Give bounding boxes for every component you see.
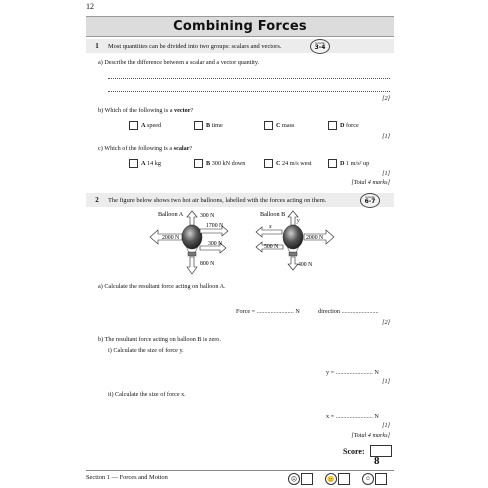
happy-face-icon: ☺	[362, 473, 374, 485]
checkbox[interactable]	[328, 159, 337, 168]
svg-text:y: y	[297, 218, 300, 224]
balloons-diagram	[140, 206, 340, 278]
q1c-option-a[interactable]: A 14 kg	[129, 159, 161, 168]
q2bii-text: ii) Calculate the size of force x.	[108, 391, 186, 398]
answer-line[interactable]	[108, 91, 390, 92]
self-assess-box-low[interactable]	[301, 473, 313, 485]
checkbox[interactable]	[194, 121, 203, 130]
q2bii-marks: [1]	[382, 422, 390, 429]
svg-text:x: x	[269, 224, 272, 230]
svg-text:2000 N: 2000 N	[306, 235, 324, 241]
checkbox[interactable]	[129, 121, 138, 130]
q2a-force-answer[interactable]: Force = ........................ N	[236, 308, 300, 315]
checkbox[interactable]	[264, 159, 273, 168]
svg-text:Balloon A: Balloon A	[158, 211, 184, 218]
footer-divider	[86, 470, 394, 471]
page-title: Combining Forces	[173, 19, 307, 34]
q2b-text: b) The resultant force acting on balloon B is zero.	[98, 336, 221, 343]
svg-text:400 N: 400 N	[298, 262, 313, 268]
sad-face-icon: ☹	[288, 473, 300, 485]
svg-text:Balloon B: Balloon B	[260, 211, 286, 218]
q2bi-marks: [1]	[382, 378, 390, 385]
q2-total-marks: [Total 4 marks]	[351, 432, 390, 439]
q1c-text: c) Which of the following is a scalar?	[98, 145, 193, 152]
grade-badge-q2: Grade 6-7	[360, 193, 380, 208]
neutral-face-icon: 😐	[325, 473, 337, 485]
checkbox[interactable]	[129, 159, 138, 168]
q1c-option-d[interactable]: D 1 m/s² up	[328, 159, 369, 168]
score-total: 8	[374, 455, 380, 467]
page-number: 12	[86, 2, 94, 11]
self-assess-box-mid[interactable]	[338, 473, 350, 485]
q1b-option-d[interactable]: D force	[328, 121, 359, 130]
question-2-text: The figure below shows two hot air balloons, labelled with the forces acting on them.	[108, 196, 327, 204]
q1c-option-c[interactable]: C 24 m/s west	[264, 159, 312, 168]
q1a-marks: [2]	[382, 95, 390, 102]
question-1-text: Most quantities can be divided into two groups: scalars and vectors.	[108, 42, 282, 50]
question-2-band	[86, 193, 394, 207]
svg-text:800 N: 800 N	[200, 261, 215, 267]
svg-text:1700 N: 1700 N	[206, 223, 224, 229]
checkbox[interactable]	[328, 121, 337, 130]
q1b-option-c[interactable]: C mass	[264, 121, 294, 130]
svg-text:500 N: 500 N	[264, 244, 279, 250]
svg-text:2000 N: 2000 N	[162, 235, 180, 241]
title-bar	[86, 16, 394, 37]
q2a-text: a) Calculate the resultant force acting on balloon A.	[98, 283, 226, 290]
q2a-marks: [2]	[382, 319, 390, 326]
balloon-b	[256, 211, 334, 270]
q1a-text: a) Describe the difference between a scalar and a vector quantity.	[98, 59, 260, 66]
balloon-a	[150, 211, 228, 274]
q1b-option-b[interactable]: B time	[194, 121, 223, 130]
q2a-direction-answer[interactable]: direction ........................	[318, 308, 379, 315]
q1-total-marks: [Total 4 marks]	[351, 179, 390, 186]
q1c-marks: [1]	[382, 170, 390, 177]
question-2-number: 2	[95, 196, 99, 204]
question-1-number: 1	[95, 42, 99, 50]
answer-line[interactable]	[108, 78, 390, 79]
q2bi-answer[interactable]: y = ........................ N	[326, 369, 379, 376]
svg-text:300 N: 300 N	[208, 241, 223, 247]
footer-section: Section 1 — Forces and Motion	[86, 474, 168, 481]
checkbox[interactable]	[264, 121, 273, 130]
q1b-marks: [1]	[382, 133, 390, 140]
q1c-option-b[interactable]: B 300 kN down	[194, 159, 245, 168]
q1b-option-a[interactable]: A speed	[129, 121, 161, 130]
self-assess-box-high[interactable]	[375, 473, 387, 485]
q2bii-answer[interactable]: x = ........................ N	[326, 413, 379, 420]
q2bi-text: i) Calculate the size of force y.	[108, 347, 184, 354]
score-label: Score:	[343, 447, 365, 456]
checkbox[interactable]	[194, 159, 203, 168]
grade-badge-q1: Grade 3-4	[310, 39, 330, 54]
question-1-band	[86, 39, 394, 53]
q1b-text: b) Which of the following is a vector?	[98, 107, 194, 114]
svg-text:300 N: 300 N	[200, 213, 215, 219]
